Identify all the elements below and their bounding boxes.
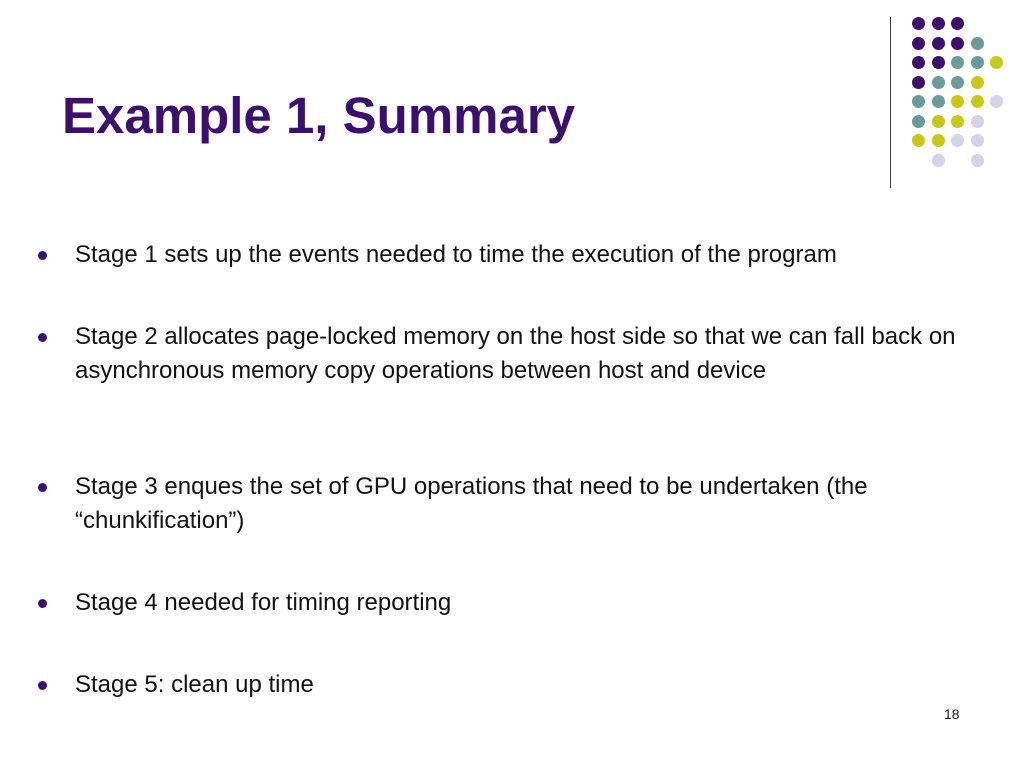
bullet-item-4	[75, 586, 1000, 620]
decorative-dot-teal	[971, 56, 984, 69]
bullet-dot-icon	[38, 483, 47, 492]
decorative-dot-purple	[932, 17, 945, 30]
decorative-dot-teal	[912, 115, 925, 128]
decorative-dot-yellow	[912, 134, 925, 147]
bullet-dot-icon	[38, 681, 47, 690]
decorative-dot-yellow	[932, 134, 945, 147]
decorative-dot-lavender	[971, 115, 984, 128]
vertical-divider	[890, 17, 891, 188]
decorative-dot-lavender	[971, 154, 984, 167]
decorative-dot-purple	[912, 56, 925, 69]
bullet-text: Stage 3 enques the set of GPU operations that need to be undertaken (the “chunkification”)	[75, 473, 868, 534]
decorative-dot-yellow	[971, 76, 984, 89]
decorative-dot-purple	[912, 76, 925, 89]
decorative-dot-yellow	[951, 95, 964, 108]
decorative-dot-lavender	[990, 95, 1003, 108]
bullet-dot-icon	[38, 251, 47, 260]
decorative-dot-teal	[971, 37, 984, 50]
bullet-item-1	[75, 238, 1000, 272]
decorative-dot-purple	[951, 37, 964, 50]
decorative-dot-purple	[932, 56, 945, 69]
decorative-dot-lavender	[932, 154, 945, 167]
decorative-dot-yellow	[971, 95, 984, 108]
decorative-dot-purple	[912, 17, 925, 30]
decorative-dot-lavender	[971, 134, 984, 147]
decorative-dot-yellow	[951, 115, 964, 128]
page-number: 18	[944, 706, 960, 722]
bullet-text: Stage 2 allocates page-locked memory on the host side so that we can fall back on asynchronous memory copy operations between host and device	[75, 323, 956, 384]
decorative-dot-teal	[912, 95, 925, 108]
decorative-dot-teal	[951, 56, 964, 69]
bullet-text: Stage 5: clean up time	[75, 671, 314, 698]
decorative-dot-teal	[951, 76, 964, 89]
decorative-dot-teal	[932, 76, 945, 89]
decorative-dot-lavender	[951, 134, 964, 147]
bullet-item-2	[75, 320, 1000, 388]
bullet-item-3	[75, 470, 1000, 538]
bullet-dot-icon	[38, 599, 47, 608]
bullet-dot-icon	[38, 333, 47, 342]
bullet-item-5	[75, 668, 1000, 702]
bullet-text: Stage 4 needed for timing reporting	[75, 589, 452, 616]
decorative-dot-purple	[912, 37, 925, 50]
decorative-dot-purple	[932, 37, 945, 50]
decorative-dot-yellow	[932, 115, 945, 128]
decorative-dot-yellow	[990, 56, 1003, 69]
bullet-text: Stage 1 sets up the events needed to time the execution of the program	[75, 241, 837, 268]
decorative-dot-purple	[951, 17, 964, 30]
slide-title: Example 1, Summary	[62, 87, 576, 144]
decorative-dot-teal	[932, 95, 945, 108]
